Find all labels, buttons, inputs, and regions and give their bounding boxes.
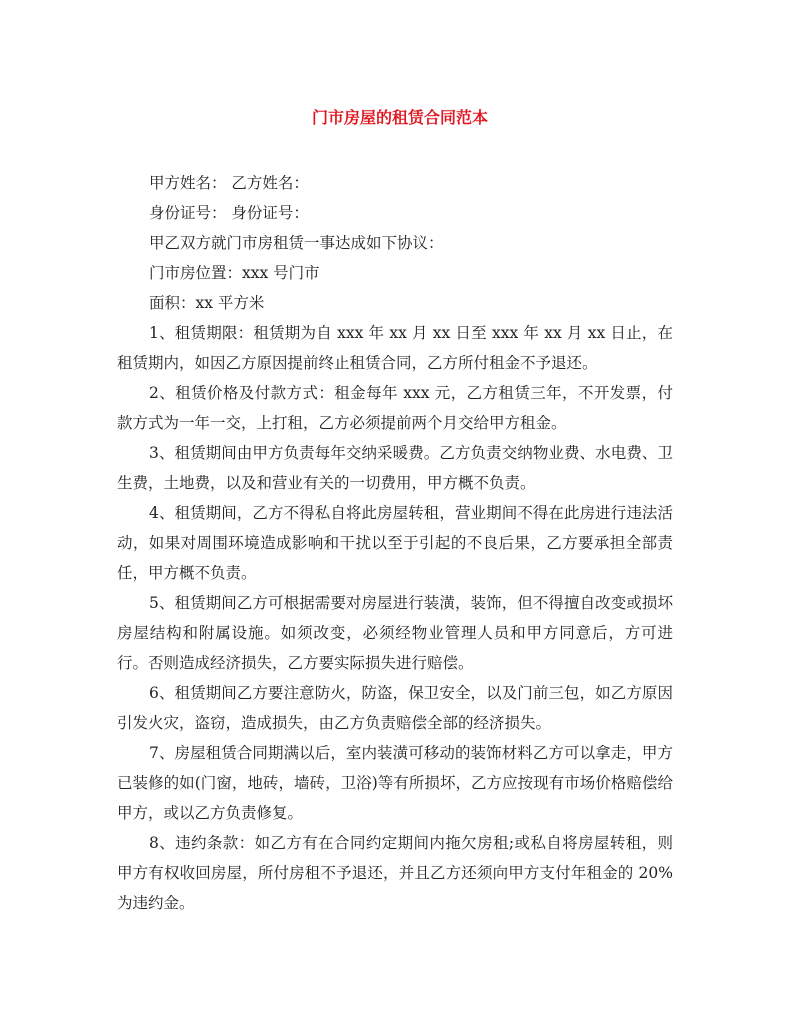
clause-4-sublet: 4、租赁期间，乙方不得私自将此房屋转租，营业期间不得在此房进行违法活动，如果对周围环境造成影响和干扰以至于引起的不良后果，乙方要承担全部责任，甲方概不负责。 xyxy=(117,504,673,582)
area-line: 面积：xx 平方米 xyxy=(149,294,265,312)
location-line: 门市房位置：xxx 号门市 xyxy=(149,264,320,282)
clause-3-fees: 3、租赁期间由甲方负责每年交纳采暖费。乙方负责交纳物业费、水电费、卫生费，土地费，以及和营业有关的一切费用，甲方概不负责。 xyxy=(117,444,673,492)
clause-6-safety: 6、租赁期间乙方要注意防火，防盗，保卫安全，以及门前三包，如乙方原因引发火灾，盗窃，造成损失，由乙方负责赔偿全部的经济损失。 xyxy=(117,684,673,732)
clause-5-renovation: 5、租赁期间乙方可根据需要对房屋进行装潢，装饰，但不得擅自改变或损坏房屋结构和附属设施。如须改变，必须经物业管理人员和甲方同意后，方可进行。否则造成经济损失，乙方要实际损失进行赔偿。 xyxy=(117,594,673,672)
clause-1-lease-term: 1、租赁期限：租赁期为自 xxx 年 xx 月 xx 日至 xxx 年 xx 月 xx 日止，在租赁期内，如因乙方原因提前终止租赁合同，乙方所付租金不予退还。 xyxy=(117,324,673,372)
document-title: 门市房屋的租赁合同范本 xyxy=(311,108,488,127)
clause-8-breach: 8、违约条款：如乙方有在合同约定期间内拖欠房租;或私自将房屋转租，则甲方有权收回房屋，所付房租不予退还，并且乙方还须向甲方支付年租金的 20% 为违约金。 xyxy=(117,834,673,912)
party-a-b-name-line: 甲方姓名： 乙方姓名： xyxy=(149,174,309,192)
id-number-line: 身份证号： 身份证号： xyxy=(149,204,309,222)
document-body xyxy=(117,168,673,918)
agreement-intro-line: 甲乙双方就门市房租赁一事达成如下协议： xyxy=(149,234,444,252)
clause-7-expiry: 7、房屋租赁合同期满以后，室内装潢可移动的装饰材料乙方可以拿走，甲方已装修的如(门窗，地砖，墙砖，卫浴)等有所损坏，乙方应按现有市场价格赔偿给甲方，或以乙方负责修复。 xyxy=(117,744,673,822)
clause-2-price-payment: 2、租赁价格及付款方式：租金每年 xxx 元，乙方租赁三年，不开发票，付款方式为一年一交，上打租，乙方必须提前两个月交给甲方租金。 xyxy=(117,384,673,432)
